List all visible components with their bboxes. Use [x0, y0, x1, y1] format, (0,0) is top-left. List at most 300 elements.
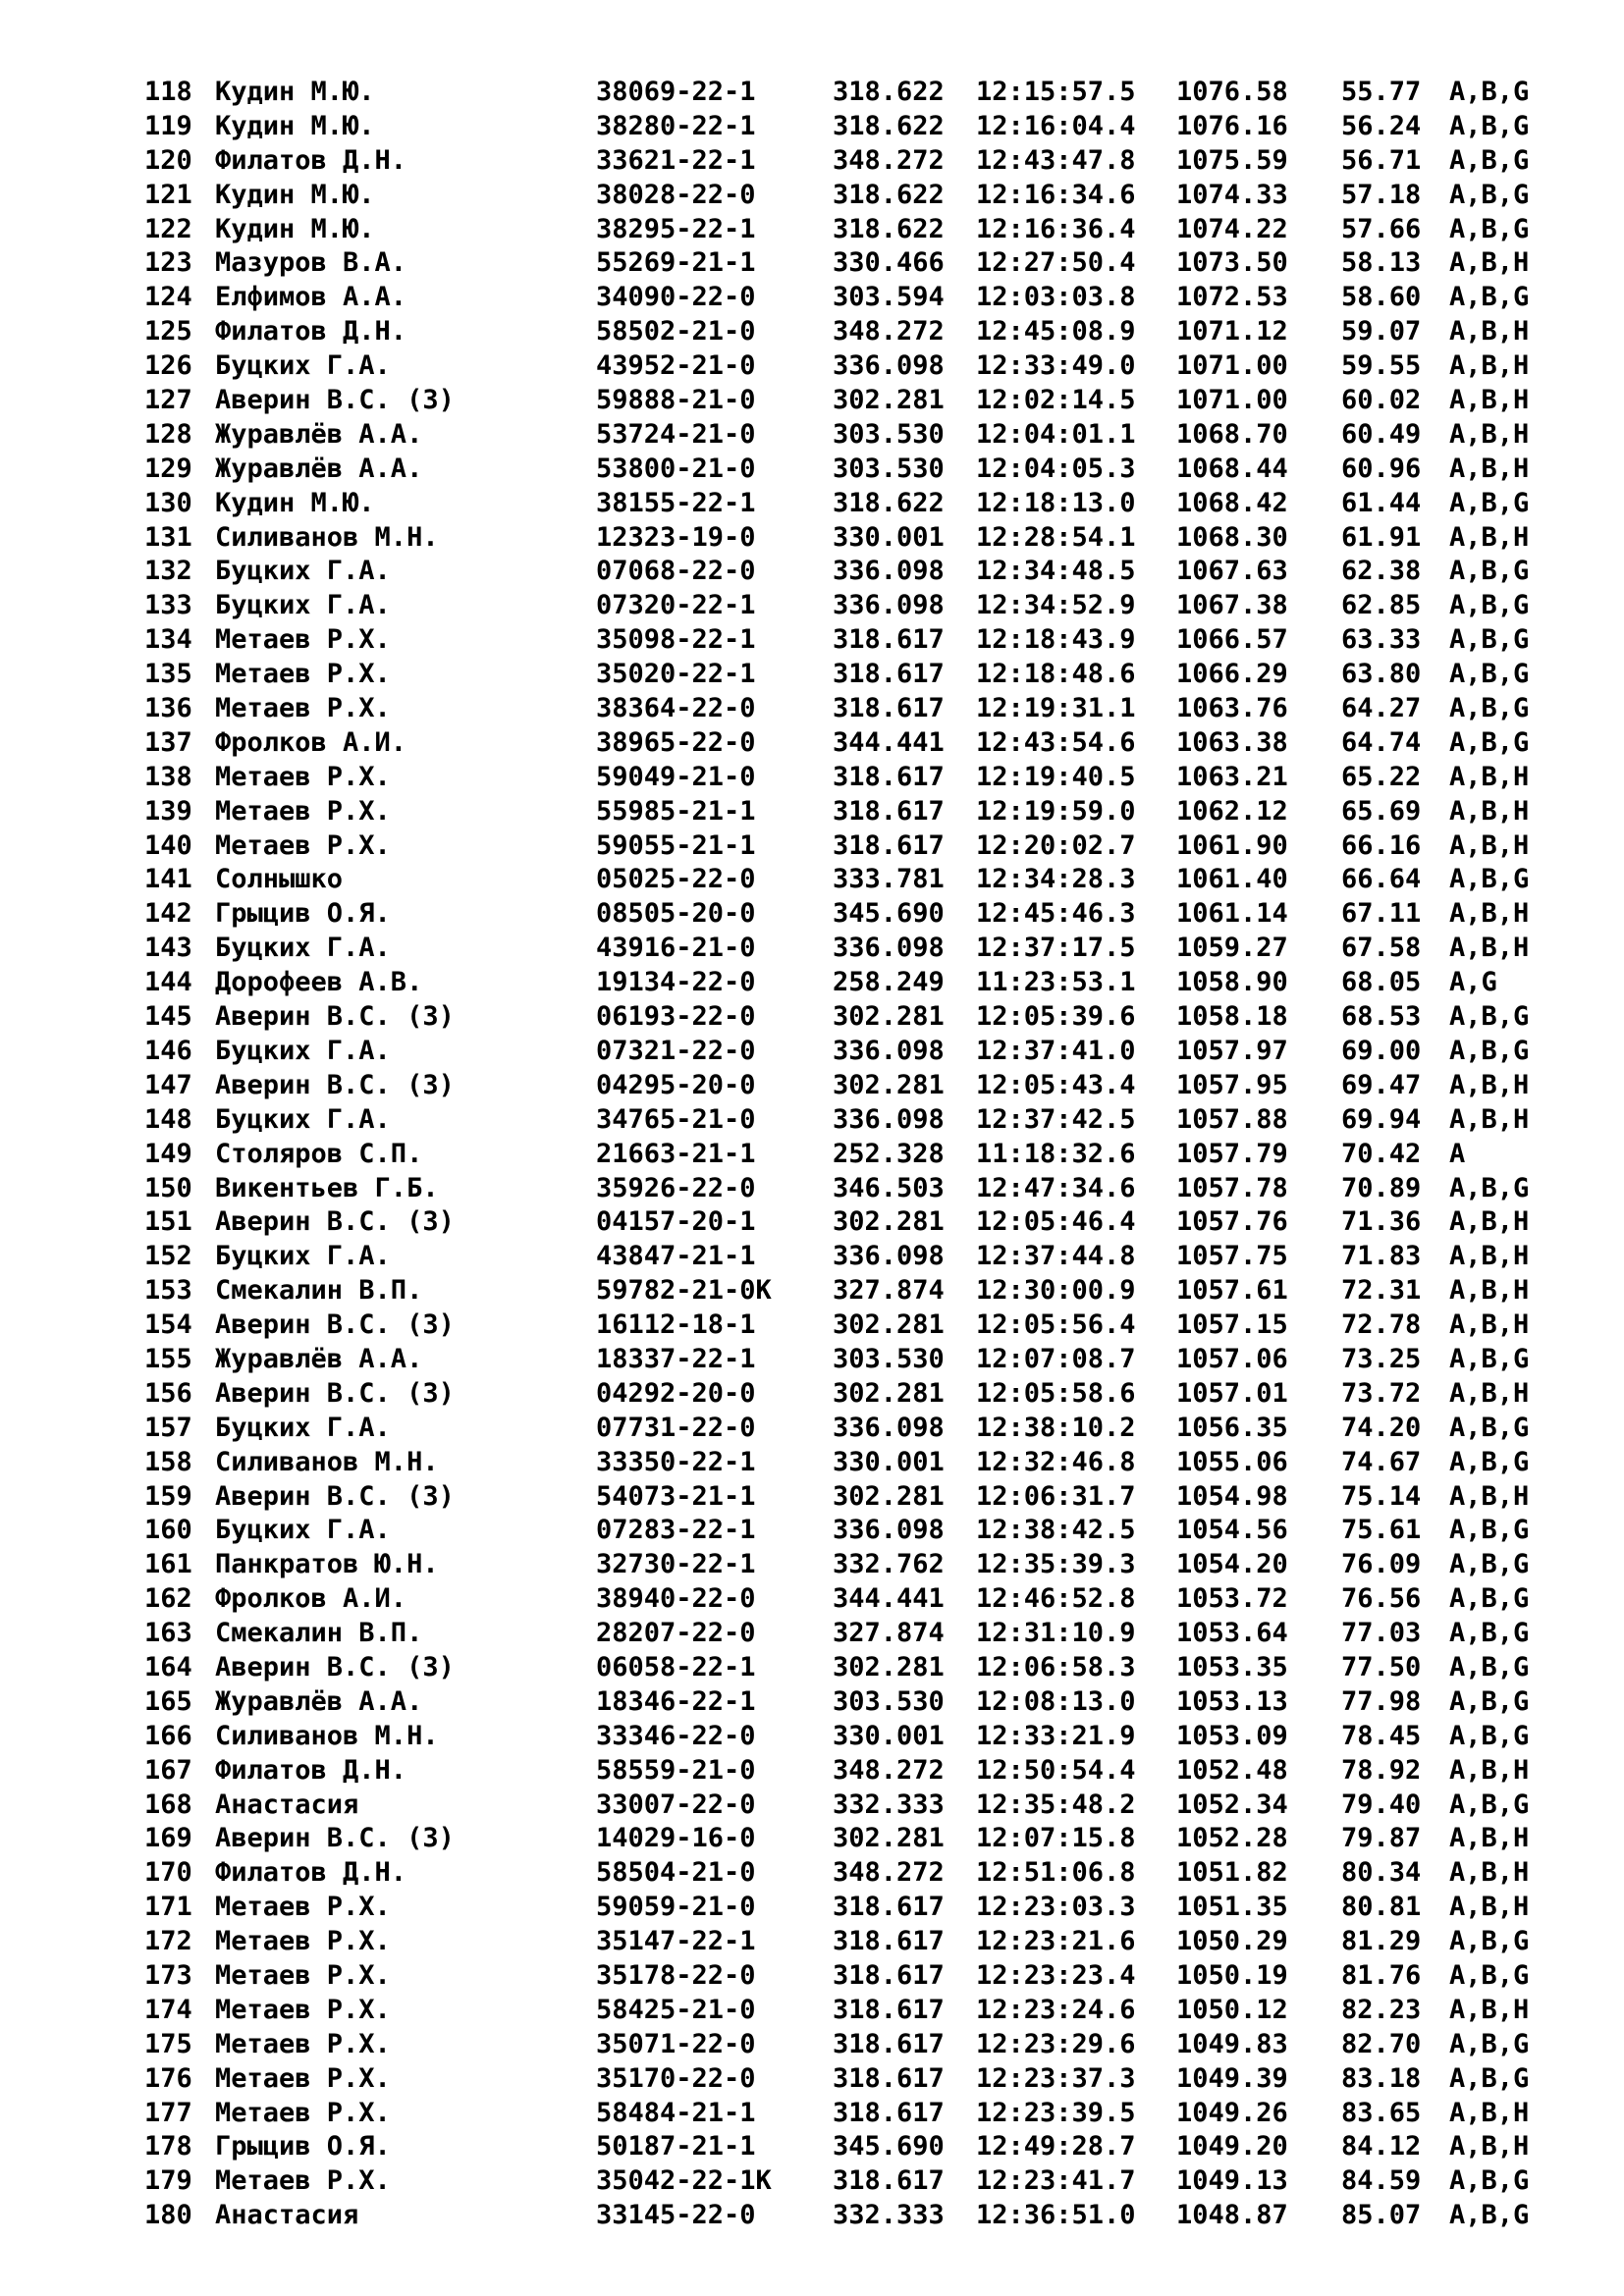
row-ring-number: 16112-18-1 — [596, 1309, 756, 1341]
row-place: 176 — [144, 2062, 192, 2094]
row-groups: A,B,G — [1449, 1172, 1530, 1203]
row-distance: 346.503 — [833, 1172, 945, 1203]
row-speed: 1050.29 — [1176, 1926, 1288, 1957]
row-coefficient: 79.87 — [1341, 1823, 1422, 1854]
row-groups: A,B,G — [1449, 179, 1530, 210]
row-ring-number: 06058-22-1 — [596, 1651, 756, 1682]
row-groups: A,B,G — [1449, 1685, 1530, 1717]
row-coefficient: 69.00 — [1341, 1035, 1422, 1066]
row-place: 138 — [144, 761, 192, 792]
row-speed: 1063.76 — [1176, 693, 1288, 724]
row-arrival-time: 12:16:04.4 — [976, 110, 1136, 141]
row-distance: 344.441 — [833, 726, 945, 758]
row-speed: 1057.15 — [1176, 1309, 1288, 1341]
row-fancier-name: Смекалин В.П. — [215, 1618, 423, 1649]
row-ring-number: 38155-22-1 — [596, 487, 756, 518]
row-fancier-name: Грыцив О.Я. — [215, 2131, 391, 2163]
row-distance: 327.874 — [833, 1618, 945, 1649]
row-fancier-name: Филатов Д.Н. — [215, 144, 407, 176]
row-fancier-name: Аверин В.С. (З) — [215, 1069, 455, 1100]
row-arrival-time: 12:05:56.4 — [976, 1309, 1136, 1341]
row-distance: 318.617 — [833, 1959, 945, 1991]
row-ring-number: 07283-22-1 — [596, 1515, 756, 1546]
row-fancier-name: Метаев Р.Х. — [215, 1959, 391, 1991]
row-groups: A,B,H — [1449, 1994, 1530, 2025]
row-groups: A,B,G — [1449, 110, 1530, 141]
row-coefficient: 73.25 — [1341, 1343, 1422, 1374]
row-distance: 330.466 — [833, 247, 945, 279]
row-groups: A,B,H — [1449, 795, 1530, 827]
row-speed: 1057.88 — [1176, 1103, 1288, 1135]
row-fancier-name: Аверин В.С. (З) — [215, 1480, 455, 1512]
row-place: 122 — [144, 213, 192, 244]
row-ring-number: 14029-16-0 — [596, 1823, 756, 1854]
row-place: 168 — [144, 1789, 192, 1820]
row-fancier-name: Метаев Р.Х. — [215, 693, 391, 724]
row-ring-number: 43847-21-1 — [596, 1241, 756, 1272]
row-distance: 318.617 — [833, 2062, 945, 2094]
row-arrival-time: 12:06:58.3 — [976, 1651, 1136, 1682]
row-place: 156 — [144, 1377, 192, 1409]
row-place: 129 — [144, 453, 192, 484]
row-place: 120 — [144, 144, 192, 176]
row-distance: 336.098 — [833, 350, 945, 382]
row-groups: A,B,H — [1449, 247, 1530, 279]
row-place: 178 — [144, 2131, 192, 2163]
row-place: 165 — [144, 1685, 192, 1717]
row-distance: 345.690 — [833, 2131, 945, 2163]
row-fancier-name: Кудин М.Ю. — [215, 487, 375, 518]
row-arrival-time: 12:35:48.2 — [976, 1789, 1136, 1820]
row-fancier-name: Викентьев Г.Б. — [215, 1172, 439, 1203]
row-groups: A,B,H — [1449, 898, 1530, 930]
row-fancier-name: Буцких Г.А. — [215, 933, 391, 964]
row-groups: A,B,G — [1449, 590, 1530, 621]
row-fancier-name: Метаев Р.Х. — [215, 2165, 391, 2197]
row-distance: 302.281 — [833, 1377, 945, 1409]
row-arrival-time: 12:36:51.0 — [976, 2200, 1136, 2231]
row-distance: 302.281 — [833, 1651, 945, 1682]
row-fancier-name: Буцких Г.А. — [215, 556, 391, 587]
row-fancier-name: Аверин В.С. (З) — [215, 1651, 455, 1682]
row-distance: 318.617 — [833, 659, 945, 690]
row-distance: 336.098 — [833, 556, 945, 587]
row-place: 144 — [144, 967, 192, 998]
row-arrival-time: 12:23:39.5 — [976, 2097, 1136, 2128]
row-distance: 318.617 — [833, 693, 945, 724]
row-speed: 1049.20 — [1176, 2131, 1288, 2163]
row-speed: 1053.13 — [1176, 1685, 1288, 1717]
row-coefficient: 60.96 — [1341, 453, 1422, 484]
row-speed: 1058.90 — [1176, 967, 1288, 998]
row-ring-number: 04295-20-0 — [596, 1069, 756, 1100]
row-ring-number: 43916-21-0 — [596, 933, 756, 964]
row-arrival-time: 12:05:58.6 — [976, 1377, 1136, 1409]
row-arrival-time: 11:18:32.6 — [976, 1138, 1136, 1169]
row-arrival-time: 12:50:54.4 — [976, 1754, 1136, 1786]
row-ring-number: 38280-22-1 — [596, 110, 756, 141]
row-ring-number: 58484-21-1 — [596, 2097, 756, 2128]
row-arrival-time: 12:43:47.8 — [976, 144, 1136, 176]
row-speed: 1057.78 — [1176, 1172, 1288, 1203]
row-ring-number: 18346-22-1 — [596, 1685, 756, 1717]
row-distance: 252.328 — [833, 1138, 945, 1169]
row-place: 163 — [144, 1618, 192, 1649]
row-speed: 1068.44 — [1176, 453, 1288, 484]
row-groups: A,B,G — [1449, 1446, 1530, 1477]
row-coefficient: 81.76 — [1341, 1959, 1422, 1991]
row-speed: 1057.79 — [1176, 1138, 1288, 1169]
row-place: 139 — [144, 795, 192, 827]
row-ring-number: 21663-21-1 — [596, 1138, 756, 1169]
row-arrival-time: 12:02:14.5 — [976, 385, 1136, 416]
row-coefficient: 73.72 — [1341, 1377, 1422, 1409]
row-groups: A,B,G — [1449, 2062, 1530, 2094]
row-groups: A,B,G — [1449, 1720, 1530, 1751]
row-coefficient: 65.22 — [1341, 761, 1422, 792]
row-groups: A,B,G — [1449, 1651, 1530, 1682]
row-coefficient: 77.03 — [1341, 1618, 1422, 1649]
row-place: 170 — [144, 1857, 192, 1889]
row-distance: 318.617 — [833, 1994, 945, 2025]
row-ring-number: 58559-21-0 — [596, 1754, 756, 1786]
row-speed: 1063.38 — [1176, 726, 1288, 758]
row-coefficient: 67.58 — [1341, 933, 1422, 964]
row-fancier-name: Буцких Г.А. — [215, 1412, 391, 1443]
row-place: 142 — [144, 898, 192, 930]
row-fancier-name: Кудин М.Ю. — [215, 179, 375, 210]
row-groups: A,B,H — [1449, 316, 1530, 347]
row-groups: A,B,G — [1449, 1515, 1530, 1546]
row-place: 172 — [144, 1926, 192, 1957]
row-fancier-name: Мазуров В.А. — [215, 247, 407, 279]
row-place: 128 — [144, 418, 192, 450]
row-ring-number: 35926-22-0 — [596, 1172, 756, 1203]
row-speed: 1057.06 — [1176, 1343, 1288, 1374]
row-arrival-time: 12:04:01.1 — [976, 418, 1136, 450]
row-groups: A,B,G — [1449, 1001, 1530, 1033]
row-distance: 327.874 — [833, 1275, 945, 1307]
row-place: 119 — [144, 110, 192, 141]
row-coefficient: 75.14 — [1341, 1480, 1422, 1512]
row-distance: 302.281 — [833, 385, 945, 416]
row-fancier-name: Метаев Р.Х. — [215, 659, 391, 690]
row-groups: A,B,H — [1449, 385, 1530, 416]
row-coefficient: 65.69 — [1341, 795, 1422, 827]
row-distance: 303.530 — [833, 1685, 945, 1717]
row-groups: A,B,G — [1449, 1412, 1530, 1443]
row-ring-number: 34765-21-0 — [596, 1103, 756, 1135]
row-speed: 1068.70 — [1176, 418, 1288, 450]
row-speed: 1072.53 — [1176, 282, 1288, 313]
row-groups: A,B,H — [1449, 1206, 1530, 1238]
row-ring-number: 59888-21-0 — [596, 385, 756, 416]
row-distance: 336.098 — [833, 933, 945, 964]
row-fancier-name: Метаев Р.Х. — [215, 1994, 391, 2025]
row-coefficient: 76.56 — [1341, 1583, 1422, 1615]
row-arrival-time: 12:46:52.8 — [976, 1583, 1136, 1615]
row-groups: A,B,H — [1449, 761, 1530, 792]
row-coefficient: 68.05 — [1341, 967, 1422, 998]
row-arrival-time: 12:15:57.5 — [976, 77, 1136, 107]
row-groups: A,B,H — [1449, 1857, 1530, 1889]
row-speed: 1057.97 — [1176, 1035, 1288, 1066]
row-arrival-time: 12:37:41.0 — [976, 1035, 1136, 1066]
row-coefficient: 70.89 — [1341, 1172, 1422, 1203]
row-distance: 332.333 — [833, 1789, 945, 1820]
row-distance: 318.617 — [833, 1926, 945, 1957]
row-fancier-name: Силиванов М.Н. — [215, 1446, 439, 1477]
row-speed: 1054.56 — [1176, 1515, 1288, 1546]
row-speed: 1056.35 — [1176, 1412, 1288, 1443]
row-speed: 1061.14 — [1176, 898, 1288, 930]
row-place: 125 — [144, 316, 192, 347]
row-speed: 1051.35 — [1176, 1892, 1288, 1923]
row-speed: 1049.39 — [1176, 2062, 1288, 2094]
row-arrival-time: 12:33:21.9 — [976, 1720, 1136, 1751]
row-speed: 1061.90 — [1176, 829, 1288, 861]
row-ring-number: 07320-22-1 — [596, 590, 756, 621]
row-place: 153 — [144, 1275, 192, 1307]
row-distance: 318.622 — [833, 110, 945, 141]
row-place: 140 — [144, 829, 192, 861]
row-speed: 1057.01 — [1176, 1377, 1288, 1409]
row-speed: 1074.33 — [1176, 179, 1288, 210]
row-coefficient: 59.07 — [1341, 316, 1422, 347]
row-fancier-name: Аверин В.С. (З) — [215, 1309, 455, 1341]
row-fancier-name: Грыцив О.Я. — [215, 898, 391, 930]
row-place: 161 — [144, 1549, 192, 1580]
row-place: 149 — [144, 1138, 192, 1169]
row-coefficient: 82.70 — [1341, 2028, 1422, 2059]
row-coefficient: 56.24 — [1341, 110, 1422, 141]
row-arrival-time: 12:23:37.3 — [976, 2062, 1136, 2094]
row-coefficient: 61.91 — [1341, 521, 1422, 553]
row-fancier-name: Филатов Д.Н. — [215, 1754, 407, 1786]
row-fancier-name: Метаев Р.Х. — [215, 2062, 391, 2094]
row-fancier-name: Буцких Г.А. — [215, 1241, 391, 1272]
row-coefficient: 66.64 — [1341, 864, 1422, 895]
row-coefficient: 72.31 — [1341, 1275, 1422, 1307]
row-speed: 1051.82 — [1176, 1857, 1288, 1889]
row-fancier-name: Панкратов Ю.Н. — [215, 1549, 439, 1580]
row-distance: 332.762 — [833, 1549, 945, 1580]
row-fancier-name: Буцких Г.А. — [215, 350, 391, 382]
row-speed: 1053.64 — [1176, 1618, 1288, 1649]
row-coefficient: 56.71 — [1341, 144, 1422, 176]
row-coefficient: 64.74 — [1341, 726, 1422, 758]
row-ring-number: 32730-22-1 — [596, 1549, 756, 1580]
row-speed: 1071.00 — [1176, 385, 1288, 416]
row-place: 135 — [144, 659, 192, 690]
row-speed: 1063.21 — [1176, 761, 1288, 792]
row-speed: 1053.09 — [1176, 1720, 1288, 1751]
row-place: 167 — [144, 1754, 192, 1786]
row-fancier-name: Буцких Г.А. — [215, 590, 391, 621]
row-groups: A,B,G — [1449, 659, 1530, 690]
row-coefficient: 67.11 — [1341, 898, 1422, 930]
row-coefficient: 78.92 — [1341, 1754, 1422, 1786]
row-fancier-name: Силиванов М.Н. — [215, 1720, 439, 1751]
row-arrival-time: 12:06:31.7 — [976, 1480, 1136, 1512]
row-place: 159 — [144, 1480, 192, 1512]
row-arrival-time: 12:23:23.4 — [976, 1959, 1136, 1991]
row-distance: 318.622 — [833, 213, 945, 244]
row-groups: A,B,G — [1449, 1959, 1530, 1991]
row-fancier-name: Аверин В.С. (З) — [215, 385, 455, 416]
row-distance: 318.617 — [833, 1892, 945, 1923]
row-place: 132 — [144, 556, 192, 587]
row-ring-number: 59059-21-0 — [596, 1892, 756, 1923]
row-coefficient: 71.36 — [1341, 1206, 1422, 1238]
row-ring-number: 59055-21-1 — [596, 829, 756, 861]
row-distance: 318.617 — [833, 624, 945, 656]
row-speed: 1074.22 — [1176, 213, 1288, 244]
row-distance: 303.530 — [833, 453, 945, 484]
row-coefficient: 59.55 — [1341, 350, 1422, 382]
row-speed: 1071.00 — [1176, 350, 1288, 382]
row-ring-number: 59049-21-0 — [596, 761, 756, 792]
row-fancier-name: Метаев Р.Х. — [215, 2097, 391, 2128]
row-place: 152 — [144, 1241, 192, 1272]
row-place: 123 — [144, 247, 192, 279]
row-fancier-name: Анастасия — [215, 2200, 359, 2231]
row-place: 157 — [144, 1412, 192, 1443]
row-fancier-name: Смекалин В.П. — [215, 1275, 423, 1307]
row-speed: 1073.50 — [1176, 247, 1288, 279]
row-arrival-time: 12:05:46.4 — [976, 1206, 1136, 1238]
row-arrival-time: 12:19:31.1 — [976, 693, 1136, 724]
row-fancier-name: Кудин М.Ю. — [215, 213, 375, 244]
row-coefficient: 63.33 — [1341, 624, 1422, 656]
row-distance: 303.594 — [833, 282, 945, 313]
row-ring-number: 12323-19-0 — [596, 521, 756, 553]
row-arrival-time: 12:45:46.3 — [976, 898, 1136, 930]
row-groups: A,B,H — [1449, 1754, 1530, 1786]
row-fancier-name: Столяров С.П. — [215, 1138, 423, 1169]
row-arrival-time: 12:32:46.8 — [976, 1446, 1136, 1477]
row-coefficient: 79.40 — [1341, 1789, 1422, 1820]
row-speed: 1052.34 — [1176, 1789, 1288, 1820]
row-distance: 348.272 — [833, 1857, 945, 1889]
row-speed: 1049.13 — [1176, 2165, 1288, 2197]
row-coefficient: 81.29 — [1341, 1926, 1422, 1957]
row-place: 150 — [144, 1172, 192, 1203]
row-ring-number: 38069-22-1 — [596, 77, 756, 107]
row-ring-number: 55269-21-1 — [596, 247, 756, 279]
row-distance: 318.622 — [833, 77, 945, 107]
row-distance: 318.622 — [833, 487, 945, 518]
row-coefficient: 78.45 — [1341, 1720, 1422, 1751]
row-place: 154 — [144, 1309, 192, 1341]
row-ring-number: 58502-21-0 — [596, 316, 756, 347]
row-groups: A,B,G — [1449, 1343, 1530, 1374]
row-fancier-name: Кудин М.Ю. — [215, 77, 375, 107]
row-ring-number: 34090-22-0 — [596, 282, 756, 313]
row-arrival-time: 12:28:54.1 — [976, 521, 1136, 553]
row-arrival-time: 12:18:43.9 — [976, 624, 1136, 656]
row-ring-number: 38295-22-1 — [596, 213, 756, 244]
row-coefficient: 74.20 — [1341, 1412, 1422, 1443]
row-place: 133 — [144, 590, 192, 621]
row-ring-number: 28207-22-0 — [596, 1618, 756, 1649]
row-fancier-name: Метаев Р.Х. — [215, 624, 391, 656]
row-fancier-name: Кудин М.Ю. — [215, 110, 375, 141]
row-ring-number: 35071-22-0 — [596, 2028, 756, 2059]
row-groups: A,B,G — [1449, 1789, 1530, 1820]
row-coefficient: 85.07 — [1341, 2200, 1422, 2231]
row-speed: 1053.72 — [1176, 1583, 1288, 1615]
row-fancier-name: Метаев Р.Х. — [215, 795, 391, 827]
row-arrival-time: 12:07:15.8 — [976, 1823, 1136, 1854]
row-coefficient: 75.61 — [1341, 1515, 1422, 1546]
row-coefficient: 66.16 — [1341, 829, 1422, 861]
row-speed: 1054.98 — [1176, 1480, 1288, 1512]
row-coefficient: 61.44 — [1341, 487, 1422, 518]
row-speed: 1052.28 — [1176, 1823, 1288, 1854]
row-place: 148 — [144, 1103, 192, 1135]
row-ring-number: 07321-22-0 — [596, 1035, 756, 1066]
row-distance: 302.281 — [833, 1309, 945, 1341]
row-speed: 1066.29 — [1176, 659, 1288, 690]
row-coefficient: 58.60 — [1341, 282, 1422, 313]
row-ring-number: 07731-22-0 — [596, 1412, 756, 1443]
row-arrival-time: 12:45:08.9 — [976, 316, 1136, 347]
row-ring-number: 33145-22-0 — [596, 2200, 756, 2231]
row-groups: A,B,H — [1449, 933, 1530, 964]
row-groups: A,B,H — [1449, 1309, 1530, 1341]
row-groups: A,B,G — [1449, 624, 1530, 656]
row-groups: A,B,G — [1449, 77, 1530, 107]
row-groups: A,B,G — [1449, 144, 1530, 176]
row-arrival-time: 12:38:10.2 — [976, 1412, 1136, 1443]
row-place: 151 — [144, 1206, 192, 1238]
row-groups: A,B,H — [1449, 1069, 1530, 1100]
row-arrival-time: 12:23:41.7 — [976, 2165, 1136, 2197]
row-arrival-time: 12:27:50.4 — [976, 247, 1136, 279]
row-arrival-time: 12:18:48.6 — [976, 659, 1136, 690]
row-fancier-name: Метаев Р.Х. — [215, 1926, 391, 1957]
row-groups: A,B,H — [1449, 1823, 1530, 1854]
row-ring-number: 58504-21-0 — [596, 1857, 756, 1889]
row-speed: 1050.19 — [1176, 1959, 1288, 1991]
row-arrival-time: 12:16:36.4 — [976, 213, 1136, 244]
row-ring-number: 08505-20-0 — [596, 898, 756, 930]
row-speed: 1049.26 — [1176, 2097, 1288, 2128]
row-fancier-name: Журавлёв А.А. — [215, 1685, 423, 1717]
row-distance: 332.333 — [833, 2200, 945, 2231]
row-speed: 1066.57 — [1176, 624, 1288, 656]
row-coefficient: 76.09 — [1341, 1549, 1422, 1580]
row-arrival-time: 12:35:39.3 — [976, 1549, 1136, 1580]
row-fancier-name: Аверин В.С. (З) — [215, 1001, 455, 1033]
row-coefficient: 74.67 — [1341, 1446, 1422, 1477]
row-speed: 1057.75 — [1176, 1241, 1288, 1272]
row-fancier-name: Журавлёв А.А. — [215, 1343, 423, 1374]
row-coefficient: 80.81 — [1341, 1892, 1422, 1923]
row-place: 124 — [144, 282, 192, 313]
row-arrival-time: 12:37:42.5 — [976, 1103, 1136, 1135]
row-speed: 1071.12 — [1176, 316, 1288, 347]
row-coefficient: 62.38 — [1341, 556, 1422, 587]
row-distance: 318.617 — [833, 761, 945, 792]
row-speed: 1076.58 — [1176, 77, 1288, 107]
row-distance: 344.441 — [833, 1583, 945, 1615]
row-place: 121 — [144, 179, 192, 210]
row-arrival-time: 12:08:13.0 — [976, 1685, 1136, 1717]
row-arrival-time: 12:23:24.6 — [976, 1994, 1136, 2025]
row-distance: 333.781 — [833, 864, 945, 895]
